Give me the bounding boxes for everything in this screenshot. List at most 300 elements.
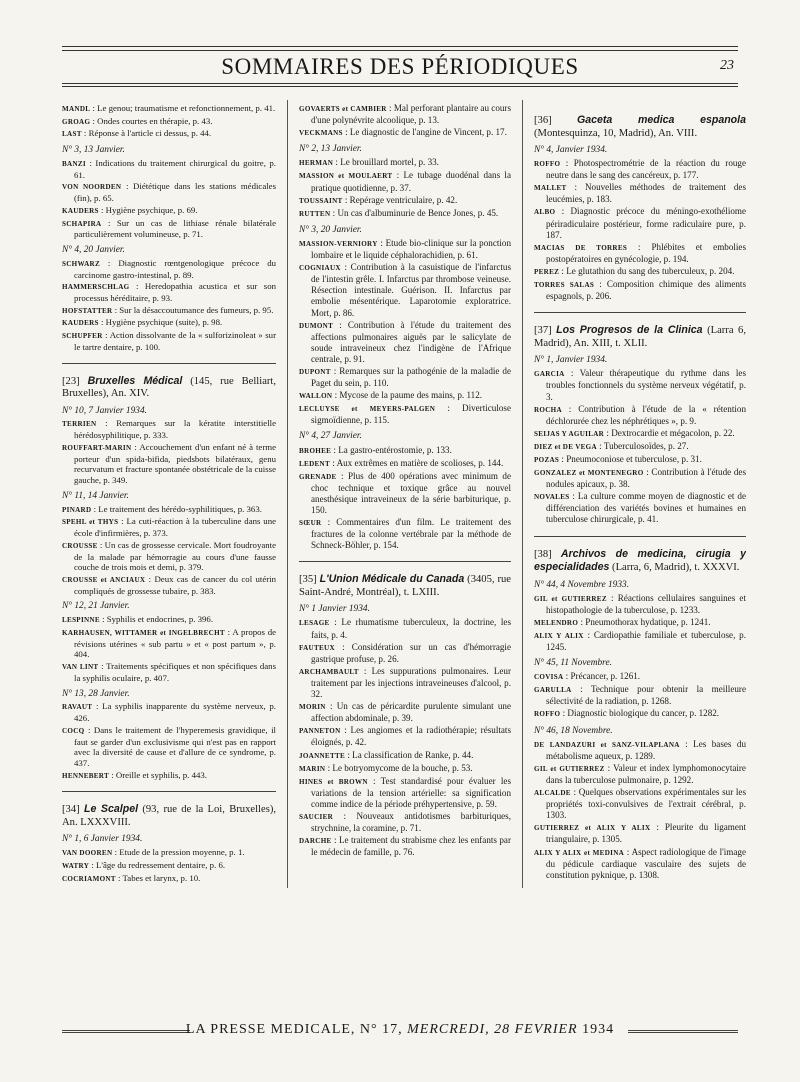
entry-title: Les angiomes et la radiothérapie; résultats éloignés, p. 42. (311, 725, 511, 748)
entry-author: COCQ (62, 726, 85, 735)
issue-heading: N° 1 Janvier 1934. (299, 604, 370, 615)
entry-author: VAN LINT (62, 663, 99, 672)
column-separator-right (522, 100, 523, 888)
entry-title: Contribution à l'étude de la « rétention déchlorurée chez les néphrétiques », p. 9. (546, 403, 746, 426)
entry-title: Tabes et larynx, p. 10. (122, 872, 201, 883)
entry-author: ALIX Y ALIX et MEDINA (534, 848, 625, 857)
journal-name: L'Union Médicale du Canada (319, 573, 465, 586)
article-entry (534, 822, 746, 845)
entry-title: Les bases du métabolisme aqueux, p. 1289. (546, 738, 746, 761)
author-colon: : (392, 170, 404, 181)
author-colon: : (569, 491, 578, 502)
issue-heading: N° 44, 4 Novembre 1933. (534, 579, 630, 590)
article-entry (62, 504, 276, 516)
article-entry (62, 181, 276, 203)
article-entry (62, 661, 276, 683)
entry-author: GUTIERREZ et ALIX Y ALIX (534, 824, 651, 833)
issue-heading: N° 3, 20 Janvier. (299, 224, 362, 235)
entry-title: Valeur et index lymphomonocytaire dans la tuberculose pulmonaire, p. 1292. (546, 762, 746, 785)
author-colon: : (559, 453, 567, 464)
author-colon: : (99, 257, 119, 268)
article-entry (62, 205, 276, 217)
section-divider (534, 312, 746, 313)
footer-year: 1934 (582, 1022, 615, 1037)
article-entry (534, 368, 746, 402)
entry-author: DARCHE (299, 837, 332, 846)
author-colon: : (98, 204, 106, 215)
article-entry (534, 671, 746, 683)
article-entry (534, 206, 746, 240)
entry-author: ROCHA (534, 405, 562, 414)
author-colon: : (224, 626, 233, 637)
entry-title: Traitements spécifiques et non spécifiques dans la syphilis oculaire, p. 407. (74, 661, 276, 683)
entry-author: GARCIA (534, 370, 565, 379)
article-entry (62, 218, 276, 240)
entry-author: HENNEBERT (62, 771, 109, 780)
header-rule-bottom (62, 83, 738, 84)
entry-title: Test standardisé pour évaluer les variations de la tension artérielle: sa signification comme indice de la période préhypertensive, p. 59. (311, 775, 511, 809)
article-entry (299, 127, 511, 139)
journal-heading (62, 375, 276, 401)
article-entry (62, 128, 276, 140)
entry-title: Indications du traitement chirurgical du goitre, p. 61. (74, 157, 276, 180)
entry-title: Le diagnostic de l'angine de Vincent, p. 17. (349, 127, 507, 138)
author-colon: : (606, 592, 618, 603)
column-middle (299, 103, 511, 885)
entry-author: MANDL (62, 105, 91, 113)
issue-heading: N° 4, 20 Janvier. (62, 245, 125, 256)
entry-author: MACIAS DE TORRES (534, 243, 628, 252)
article-entry (534, 441, 746, 453)
entry-title: La gastro-entérostomie, p. 133. (338, 444, 452, 455)
article-entry (299, 366, 511, 389)
entry-title: Mycose de la paume des mains, p. 112. (339, 390, 483, 401)
entry-title: Pneumoconiose et tuberculose, p. 31. (566, 453, 702, 464)
column-left (62, 103, 276, 885)
entry-title: Pneumothorax hydatique, p. 1241. (585, 616, 711, 627)
article-entry (534, 266, 746, 278)
author-colon: : (563, 671, 571, 682)
section-divider (299, 561, 511, 562)
article-entry (534, 158, 746, 181)
article-entry (534, 617, 746, 629)
entry-author: HINES et BROWN (299, 777, 368, 786)
entry-author: ALIX Y ALIX (534, 631, 584, 640)
article-entry (62, 701, 276, 723)
article-entry (62, 574, 276, 596)
article-entry (62, 281, 276, 303)
journal-name: Gaceta medica espanola (576, 114, 746, 126)
article-entry (534, 708, 746, 720)
entry-title: L'âge du redressement dentaire, p. 6. (95, 859, 226, 870)
author-colon: : (325, 701, 337, 712)
entry-title: Tuberculosoïdes, p. 27. (603, 440, 689, 451)
entry-title: Dans le traitement de l'hyperemesis gravidique, il faut se garder d'un exclusivisme qui n'est pas en rapport avec la diversité de cause et d'allure de ce syndrome, p. 437. (74, 724, 276, 768)
article-entry (534, 182, 746, 205)
author-colon: : (331, 835, 339, 846)
article-entry (62, 442, 276, 486)
author-colon: : (333, 810, 357, 821)
section-divider (534, 536, 746, 537)
entry-author: DE LANDAZURI et SANZ-VILAPLANA (534, 740, 680, 749)
entry-author: GARULLA (534, 686, 572, 695)
entry-title: La cuti-réaction à la tuberculine dans une école d'infirmières, p. 373. (74, 516, 276, 539)
author-colon: : (91, 503, 99, 514)
entry-author: RAVAUT (62, 703, 93, 712)
issue-heading: N° 10, 7 Janvier 1934. (62, 405, 147, 416)
entry-author: ARCHAMBAULT (299, 667, 359, 676)
entry-author: MELENDRO (534, 618, 579, 627)
author-colon: : (101, 217, 117, 228)
article-entry (299, 458, 511, 470)
footer-rule-right (628, 1030, 738, 1033)
entry-author: LESPINNE (62, 616, 100, 625)
entry-title: Technique pour obtenir la meilleure sélectivité de la radiation, p. 1268. (546, 684, 746, 707)
author-colon: : (98, 661, 107, 672)
entry-title: Etude de la pression moyenne, p. 1. (119, 847, 245, 858)
entry-title: La syphilis inapparente du système nerveux, p. 426. (74, 701, 276, 724)
entry-author: DUPONT (299, 367, 331, 376)
author-colon: : (330, 365, 340, 376)
author-colon: : (596, 440, 604, 451)
author-colon: : (386, 103, 394, 113)
page-number: 23 (720, 58, 734, 73)
entry-author: SŒUR (299, 519, 322, 528)
entry-title: Etude bio-clinique sur la ponction lombaire et le liquide céphalorachidien, p. 61. (311, 237, 511, 261)
entry-title: Réponse à l'article ci dessus, p. 44. (88, 128, 212, 139)
article-entry (299, 763, 511, 775)
author-colon: : (340, 262, 351, 273)
author-colon: : (435, 403, 462, 414)
author-colon: : (333, 157, 341, 168)
article-entry (534, 763, 746, 786)
author-colon: : (555, 206, 571, 217)
article-entry (299, 642, 511, 665)
article-entry (299, 445, 511, 457)
entry-author: LAST (62, 130, 82, 139)
author-colon: : (345, 749, 353, 760)
author-colon: : (570, 787, 579, 798)
entry-title: Phlébites et embolies postopératoires en gynécologie, p. 194. (546, 241, 746, 264)
entry-author: HOFSTATTER (62, 306, 113, 315)
article-entry (534, 404, 746, 427)
author-colon: : (325, 762, 333, 773)
article-entry (299, 750, 511, 762)
entry-author: SPEHL et THYS (62, 518, 119, 527)
author-colon: : (566, 182, 585, 193)
author-colon: : (84, 724, 94, 735)
author-colon: : (81, 128, 89, 139)
author-colon: : (336, 470, 348, 481)
entry-title: Contribution à l'étude des nodules apicaux, p. 38. (546, 467, 746, 490)
entry-author: ALBO (534, 208, 556, 217)
journal-number: [37] (534, 325, 552, 337)
entry-title: Photospectrométrie de la réaction du rouge neutre dans le sang des cancéreux, p. 177. (546, 158, 746, 181)
issue-heading: N° 3, 13 Janvier. (62, 145, 125, 156)
entry-author: VAN DOOREN (62, 849, 113, 858)
entry-title: Quelques observations expérimentales sur les propriétés toxi-convulsives de l'extrait cérébral, p. 1303. (546, 787, 746, 821)
entry-title: Le glutathion du sang des tuberculeux, p. 204. (566, 265, 735, 276)
article-entry (534, 454, 746, 466)
issue-heading: N° 1, Janvier 1934. (534, 355, 608, 366)
article-entry (534, 428, 746, 440)
author-colon: : (329, 457, 337, 468)
entry-title: Action dissolvante de la « sulforizinoleat » sur le tartre dentaire, p. 100. (74, 330, 276, 352)
journal-heading (62, 803, 276, 829)
entry-title: Diététique dans les stations médicales (fin), p. 65. (74, 181, 276, 204)
issue-heading: N° 11, 14 Janvier. (62, 490, 129, 501)
article-entry (62, 725, 276, 769)
entry-author: LECLUYSE et MEYERS-PALGEN (299, 405, 436, 414)
article-entry (534, 630, 746, 653)
entry-author: MARIN (299, 764, 326, 773)
entry-title: Sur la désaccoutumance des fumeurs, p. 95. (119, 304, 274, 315)
entry-title: Le traitement des hérédo-syphilitiques, p. 363. (98, 503, 262, 514)
article-entry (299, 238, 511, 261)
article-entry (299, 208, 511, 220)
author-colon: : (85, 157, 96, 168)
entry-author: COCRIAMONT (62, 874, 116, 883)
entry-title: Considération sur un cas d'hémorragie gastrique profuse, p. 26. (311, 641, 511, 664)
entry-author: WALLON (299, 392, 333, 401)
entry-title: A propos de révisions utérines « sub partu » et « post partum », p. 404. (74, 626, 276, 660)
journal-name: Los Progresos de la Clinica (556, 324, 703, 337)
entry-title: Commentaires d'un film. Le traitement des fractures de la colonne vertébrale par la méthode de Schneck-Böhler, p. 154. (311, 517, 511, 551)
entry-title: La culture comme moyen de diagnostic et de différenciation des variétés bovines et humaines en tuberculose chirurgicale, p. 41. (546, 491, 746, 525)
author-colon: : (650, 822, 665, 833)
article-entry (62, 305, 276, 317)
entry-author: DUMONT (299, 321, 334, 330)
entry-title: Contribution à la casuistique de l'infarctus de l'intestin grêle. I. Infarctus par thrombose veineuse. Résection intestinale. Guérison. II. Infarctus par embolie mésentérique. Laparotomie exploratrice. Mort, p. 86. (311, 262, 511, 318)
header-rule-bottom-2 (62, 86, 738, 87)
journal-heading (534, 114, 746, 140)
author-colon: : (333, 319, 348, 330)
author-colon: : (560, 708, 568, 719)
entry-author: HAMMERSCHLAG (62, 283, 130, 292)
author-colon: : (330, 207, 338, 218)
entry-author: ROFFO (534, 710, 561, 719)
journal-details: (145, rue Belliart, Bruxelles), An. XIV. (62, 375, 276, 400)
entry-author: LESAGE (299, 619, 330, 628)
article-entry (534, 593, 746, 616)
author-colon: : (102, 330, 110, 341)
journal-number: [36] (534, 115, 552, 126)
author-colon: : (321, 517, 337, 528)
entry-title: Deux cas de cancer du col utérin compliqués de grossesse tubaire, p. 383. (74, 573, 276, 596)
entry-author: GRENADE (299, 472, 337, 481)
author-colon: : (560, 158, 574, 169)
entry-author: GONZALEZ et MONTENEGRO (534, 469, 644, 478)
entry-author: SCHAPIRA (62, 219, 102, 228)
entry-author: MALLET (534, 184, 567, 193)
entry-author: CROUSSE et ANCIAUX (62, 575, 146, 584)
author-colon: : (342, 194, 350, 205)
article-entry (62, 540, 276, 573)
author-colon: : (129, 281, 145, 292)
entry-title: La classification de Ranke, p. 44. (352, 749, 474, 760)
entry-title: Diverticulose sigmoïdienne, p. 115. (311, 403, 511, 426)
article-entry (299, 725, 511, 748)
author-colon: : (342, 127, 350, 138)
issue-heading: N° 12, 21 Janvier. (62, 601, 130, 612)
journal-number: [38] (534, 548, 552, 560)
entry-author: VON NOORDEN (62, 183, 122, 192)
article-entry (534, 467, 746, 490)
article-entry (62, 418, 276, 440)
entry-author: SCHWARZ (62, 259, 100, 268)
entry-author: COVISA (534, 673, 564, 682)
author-colon: : (627, 241, 652, 252)
author-colon: : (331, 444, 339, 455)
author-colon: : (90, 115, 98, 126)
journal-heading (534, 548, 746, 575)
entry-title: Aspect radiologique de l'image du pédicule cardiaque vasculaire des sujets de constitution pyknique, p. 1308. (546, 846, 746, 880)
page-title: SOMMAIRES DES PÉRIODIQUES (221, 54, 579, 79)
entry-title: Heredopathia acustica et sur son processus héréditaire, p. 93. (74, 281, 276, 304)
entry-title: Diagnostic précoce du méningo-exothéliome périradiculaire postérieur, forme radiculaire pure, p. 187. (546, 206, 746, 240)
author-colon: : (109, 769, 116, 780)
entry-title: Hygiène psychique, p. 69. (105, 204, 198, 215)
entry-author: NOVALES (534, 493, 570, 502)
article-entry (299, 471, 511, 516)
author-colon: : (604, 762, 614, 773)
entry-author: MASSION-VERNIORY (299, 239, 378, 248)
author-colon: : (358, 665, 372, 676)
author-colon: : (332, 390, 340, 401)
author-colon: : (96, 418, 117, 429)
article-entry (62, 516, 276, 538)
journal-name: Bruxelles Médical (87, 374, 183, 387)
entry-author: POZAS (534, 455, 560, 464)
journal-details: (Montesquinza, 10, Madrid), An. VIII. (534, 127, 698, 139)
issue-heading: N° 4, 27 Janvier. (299, 431, 362, 442)
entry-author: SCHUPFER (62, 332, 103, 341)
entry-title: Nouvelles méthodes de traitement des leucémies, p. 183. (546, 182, 746, 205)
entry-title: Plus de 400 opérations avec minimum de choc technique et toxique grâce au nouvel anesthésique intraveineux de la série barbiturique, p. 150. (311, 470, 511, 515)
entry-title: Le rhumatisme tuberculeux, la doctrine, les faits, p. 4. (311, 617, 511, 640)
author-colon: : (564, 368, 580, 379)
author-colon: : (121, 181, 134, 192)
article-entry (534, 491, 746, 525)
author-colon: : (559, 265, 567, 276)
article-entry (299, 517, 511, 551)
journal-details: (Larra 6, Madrid), An. XIII, t. XLII. (534, 325, 746, 349)
author-colon: : (112, 847, 120, 858)
entry-title: Contribution à l'étude du traitement des affections pulmonaires aiguës par le salicylate de soude intraveineux chez l'indigène de l'Afrique centrale, p. 91. (311, 319, 511, 364)
section-divider (62, 363, 276, 364)
entry-author: RUTTEN (299, 209, 331, 218)
entry-author: GROAG (62, 117, 91, 126)
entry-title: Précancer, p. 1261. (570, 671, 641, 682)
entry-title: Le traitement du strabisme chez les enfants par le médecin de famille, p. 76. (311, 835, 511, 858)
entry-author: COGNIAUX (299, 264, 341, 273)
article-entry (534, 242, 746, 265)
header-rule-mid (62, 50, 738, 51)
article-entry (299, 835, 511, 858)
author-colon: : (583, 629, 594, 640)
entry-author: MORIN (299, 703, 326, 712)
entry-author: SEIJAS Y AGUILAR (534, 429, 605, 438)
author-colon: : (92, 701, 103, 712)
journal-details: (3405, rue Saint-André, Montréal), t. LXIII. (299, 574, 511, 598)
entry-author: ALCALDE (534, 789, 571, 798)
entry-title: Accouchement d'un enfant né à terme porteur d'un spida-bifida, piedsbots bilatéraux, genu recurvatum et fracture spontanée obstétricale de la cuisse gauche, p. 349. (74, 441, 276, 486)
issue-heading: N° 2, 13 Janvier. (299, 144, 362, 155)
entry-author: TOUSSAINT (299, 196, 343, 205)
author-colon: : (594, 279, 607, 290)
author-colon: : (99, 614, 107, 625)
article-entry (299, 170, 511, 193)
article-entry (299, 701, 511, 724)
section-divider (62, 791, 276, 792)
entry-author: CROUSSE (62, 541, 98, 550)
article-entry (62, 258, 276, 280)
entry-author: BROHEE (299, 446, 332, 455)
entry-title: Remarques sur la kératite interstitielle hérédosyphilitique, p. 333. (74, 418, 276, 441)
article-entry (299, 390, 511, 402)
article-entry (534, 684, 746, 707)
author-colon: : (112, 304, 120, 315)
entry-title: Composition chimique des aliments espagnols, p. 206. (546, 279, 746, 302)
author-colon: : (334, 641, 352, 652)
article-entry (62, 330, 276, 352)
article-entry (62, 158, 276, 180)
entry-title: Hygiène psychique (suite), p. 98. (105, 317, 223, 328)
entry-title: Pleurite du ligament triangulaire, p. 1305. (546, 822, 746, 845)
author-colon: : (561, 403, 579, 414)
entry-title: Nouveaux antidotismes barbituriques, strychnine, la coramine, p. 71. (311, 810, 511, 834)
entry-title: Syphilis et endocrines, p. 396. (106, 614, 214, 625)
entry-title: Le tubage duodénal dans la pratique quotidienne, p. 37. (311, 170, 511, 193)
author-colon: : (578, 616, 586, 627)
entry-author: PINARD (62, 505, 92, 514)
article-entry (62, 873, 276, 885)
article-entry (62, 770, 276, 782)
author-colon: : (89, 859, 96, 870)
column-separator-left (287, 100, 288, 888)
entry-title: Un cas de grossesse cervicale. Mort foudroyante de la malade par hémorragie au cours d'une fausse couche de trois mois et demi, p. 379. (74, 539, 276, 573)
article-entry (62, 627, 276, 660)
author-colon: : (98, 317, 106, 328)
article-entry (299, 617, 511, 640)
column-right (534, 103, 746, 885)
entry-author: PEREZ (534, 267, 560, 276)
entry-title: Diagnostic rœntgenologique précoce du carcinome gastro-intestinal, p. 89. (74, 257, 276, 280)
entry-author: KAUDERS (62, 319, 99, 328)
entry-author: ROUFFART-MARIN (62, 443, 132, 452)
journal-number: [35] (299, 574, 317, 586)
author-colon: : (131, 441, 140, 452)
entry-title: Diagnostic biologique du cancer, p. 1282. (567, 708, 720, 719)
article-entry (299, 811, 511, 834)
entry-author: ROFFO (534, 160, 561, 169)
article-entry (534, 279, 746, 302)
author-colon: : (643, 467, 652, 478)
entry-title: Cardiopathie familiale et tuberculose, p. 1245. (546, 629, 746, 652)
article-entry (299, 262, 511, 318)
article-entry (299, 666, 511, 700)
author-colon: : (145, 573, 155, 584)
entry-author: GIL et GUTIERREZ (534, 594, 607, 603)
author-colon: : (571, 684, 591, 695)
entry-author: PANNETON (299, 727, 341, 736)
entry-author: KAUDERS (62, 206, 99, 215)
article-entry (62, 847, 276, 859)
article-entry (299, 103, 511, 126)
author-colon: : (118, 516, 127, 527)
footer-date: MERCREDI, 28 FEVRIER (407, 1022, 578, 1037)
author-colon: : (340, 725, 351, 736)
